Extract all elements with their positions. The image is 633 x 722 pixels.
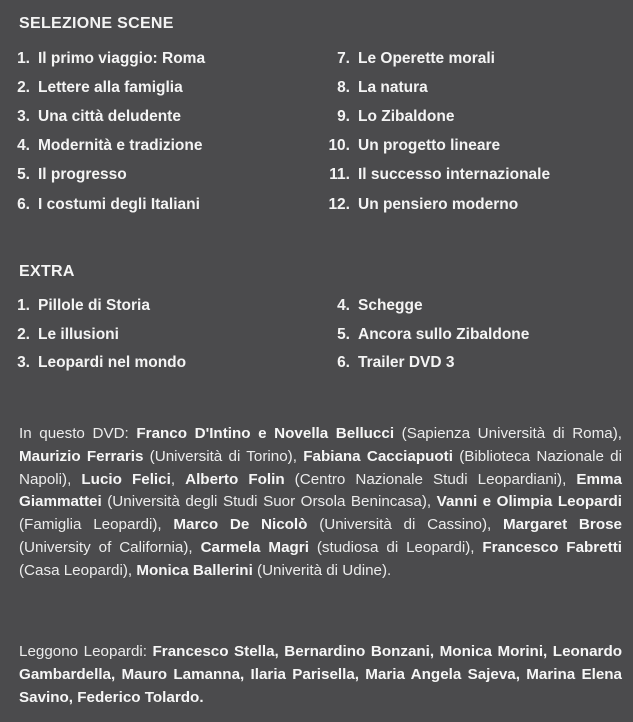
- scene-list-left: [0, 44, 205, 219]
- credit-name: Vanni e Olimpia Leopardi: [436, 493, 623, 511]
- list-item: 6. I costumi degli Italiani: [17, 195, 200, 213]
- credit-name: Emma Giammattei: [19, 470, 622, 511]
- credit-name: Monica Ballerini: [136, 561, 253, 579]
- credit-name: Marco De Nicolò: [173, 516, 308, 534]
- credit-text: (Univerità di Udine).: [252, 561, 392, 579]
- list-item: 12. Un pensiero moderno: [328, 195, 519, 213]
- list-item: 4. Modernità e tradizione: [17, 137, 203, 155]
- credit-name: Carmela Magri: [200, 538, 309, 556]
- list-item: 7. Le Operette morali: [337, 49, 495, 67]
- credit-text: (University of California),: [19, 538, 201, 556]
- credit-text: (Università di Torino),: [143, 447, 304, 465]
- list-item: 6. Trailer DVD 3: [337, 354, 455, 372]
- credit-text: (Università di Cassino),: [307, 516, 504, 534]
- list-item: 3. Leopardi nel mondo: [17, 354, 187, 372]
- credit-text: (Casa Leopardi),: [19, 561, 137, 579]
- credit-text: (Biblioteca Nazionale di Napoli),: [19, 447, 622, 488]
- credit-text: ,: [170, 470, 186, 488]
- credit-text: (Università degli Studi Suor Orsola Benincasa),: [101, 493, 437, 511]
- list-item: 11. Il successo internazionale: [329, 166, 551, 184]
- credit-name: Maurizio Ferraris: [19, 447, 144, 465]
- extra-list-right: [320, 292, 529, 378]
- list-item: 5. Ancora sullo Zibaldone: [337, 325, 530, 343]
- credit-name: Francesco Fabretti: [482, 538, 622, 556]
- extra-section-title: EXTRA: [19, 263, 75, 280]
- list-item: 8. La natura: [337, 78, 428, 96]
- credit-name: Franco D'Intino e Novella Bellucci: [136, 425, 395, 442]
- credits-paragraph: [19, 423, 622, 583]
- scene-section-title: SELEZIONE SCENE: [19, 15, 174, 32]
- credit-text: (Famiglia Leopardi),: [19, 516, 174, 534]
- list-item: 10. Un progetto lineare: [328, 137, 501, 155]
- list-item: 1. Il primo viaggio: Roma: [17, 49, 206, 67]
- list-item: 4. Schegge: [337, 297, 423, 315]
- list-item: 2. Lettere alla famiglia: [17, 78, 183, 96]
- extra-list-left: [0, 292, 186, 378]
- list-item: 9. Lo Zibaldone: [337, 107, 455, 125]
- credit-text: Leggono Leopardi:: [19, 643, 153, 660]
- credit-text: (studiosa di Leopardi),: [308, 538, 483, 556]
- credit-name: Alberto Folin: [185, 470, 285, 488]
- credit-name: Fabiana Cacciapuoti: [303, 447, 453, 465]
- scene-list-right: [320, 44, 550, 219]
- credit-name: Francesco Stella, Bernardino Bonzani, Monica Morini, Leonardo Gambardella, Mauro Lamanna, Ilaria Parisella, Maria Angela Sajeva, Marina Elena Savino, Federico Tolardo.: [19, 643, 622, 706]
- list-item: 2. Le illusioni: [17, 325, 119, 343]
- credit-name: Margaret Brose: [503, 516, 622, 534]
- credit-name: Lucio Felici: [81, 470, 171, 488]
- credit-text: (Centro Nazionale Studi Leopardiani),: [284, 470, 577, 488]
- list-item: 5. Il progresso: [17, 166, 127, 184]
- credit-text: In questo DVD:: [19, 425, 137, 442]
- readers-paragraph: [19, 641, 622, 709]
- list-item: 3. Una città deludente: [17, 107, 181, 125]
- list-item: 1. Pillole di Storia: [17, 297, 150, 315]
- credit-text: (Sapienza Università di Roma),: [394, 425, 622, 442]
